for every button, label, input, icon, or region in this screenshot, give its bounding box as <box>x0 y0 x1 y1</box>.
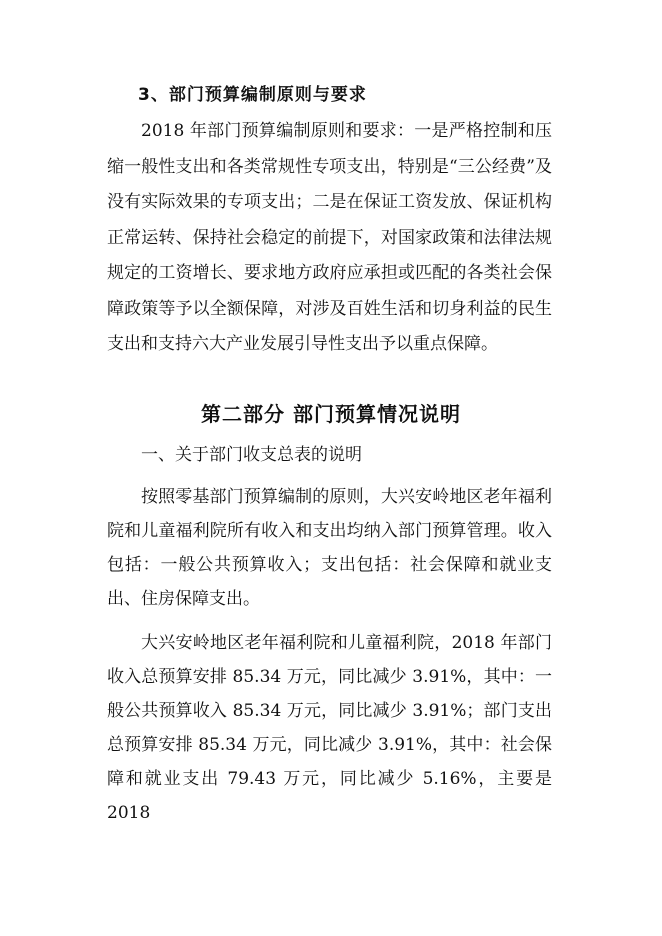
income-expenditure-paragraph: 按照零基部门预算编制的原则，大兴安岭地区老年福利院和儿童福利院所有收入和支出均纳入部门预算管理。收入包括：一般公共预算收入；支出包括：社会保障和就业支出、住房保障支出。 <box>107 487 552 609</box>
subsection-heading: 一、关于部门收支总表的说明 <box>141 445 362 465</box>
part-title: 第二部分 部门预算情况说明 <box>201 402 461 426</box>
section-heading: 3、部门预算编制原则与要求 <box>138 85 367 105</box>
budget-amount-paragraph: 大兴安岭地区老年福利院和儿童福利院，2018 年部门收入总预算安排 85.34 万元，同比减少 3.91%，其中：一般公共预算收入 85.34 万元，同比减少 3.91%；部门支出总预算安排 85.34 万元，同比减少 3.91%，其中：社会保障和就业支出 79.43 万元，同比减少 5.16%，主要是 2018 <box>107 633 552 823</box>
budget-principles-paragraph: 2018 年部门预算编制原则和要求：一是严格控制和压缩一般性支出和各类常规性专项支出，特别是“三公经费”及没有实际效果的专项支出；二是在保证工资发放、保证机构正常运转、保持社会稳定的前提下，对国家政策和法律法规规定的工资增长、要求地方政府应承担或匹配的各类社会保障政策等予以全额保障，对涉及百姓生活和切身利益的民生支出和支持六大产业发展引导性支出予以重点保障。 <box>107 121 552 354</box>
